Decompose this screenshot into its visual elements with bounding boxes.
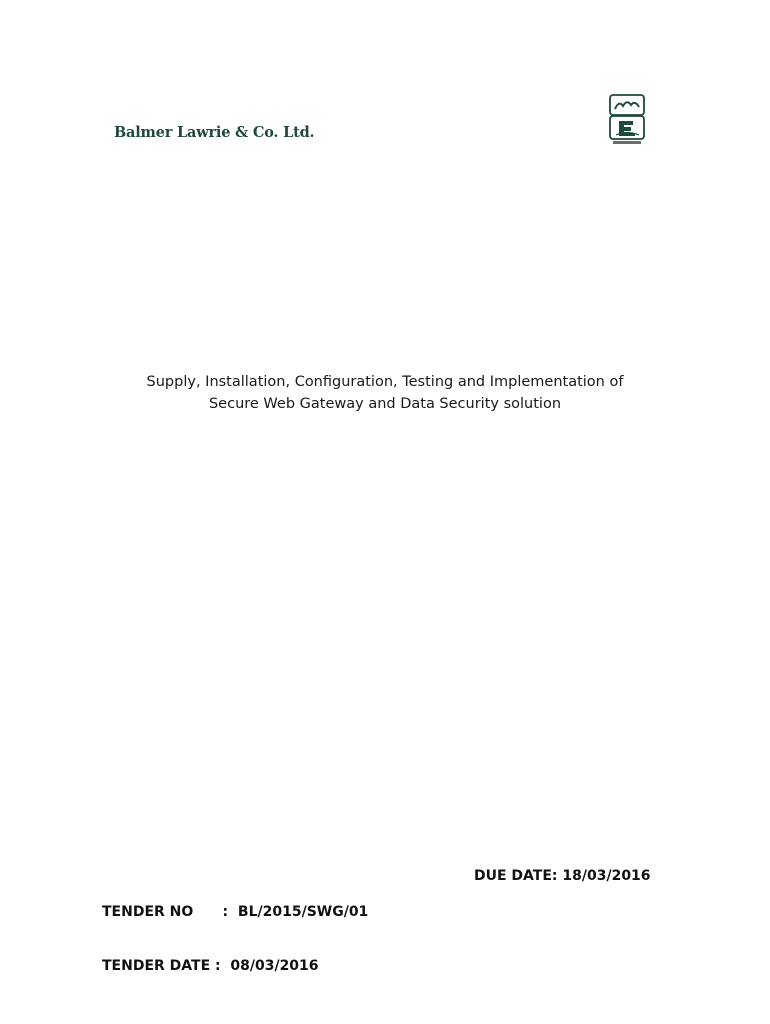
tender-number-separator: : xyxy=(222,904,229,920)
tender-date-value: 08/03/2016 xyxy=(230,958,319,974)
tender-number-label: TENDER NO xyxy=(102,904,194,920)
tender-date-label: TENDER DATE : xyxy=(102,958,221,974)
tender-number-value: BL/2015/SWG/01 xyxy=(237,904,369,920)
tender-details xyxy=(102,867,368,1011)
company-emblem-icon xyxy=(609,94,645,146)
tender-title xyxy=(0,371,770,415)
tender-date-row xyxy=(102,957,368,975)
tender-title-line-2: Secure Web Gateway and Data Security solution xyxy=(208,396,562,412)
due-date: DUE DATE: 18/03/2016 xyxy=(474,868,651,884)
company-logo: Balmer Lawrie & Co. Ltd. xyxy=(114,124,315,141)
tender-title-line-1: Supply, Installation, Configuration, Testing and Implementation of xyxy=(146,374,624,390)
tender-number-row xyxy=(102,903,368,921)
